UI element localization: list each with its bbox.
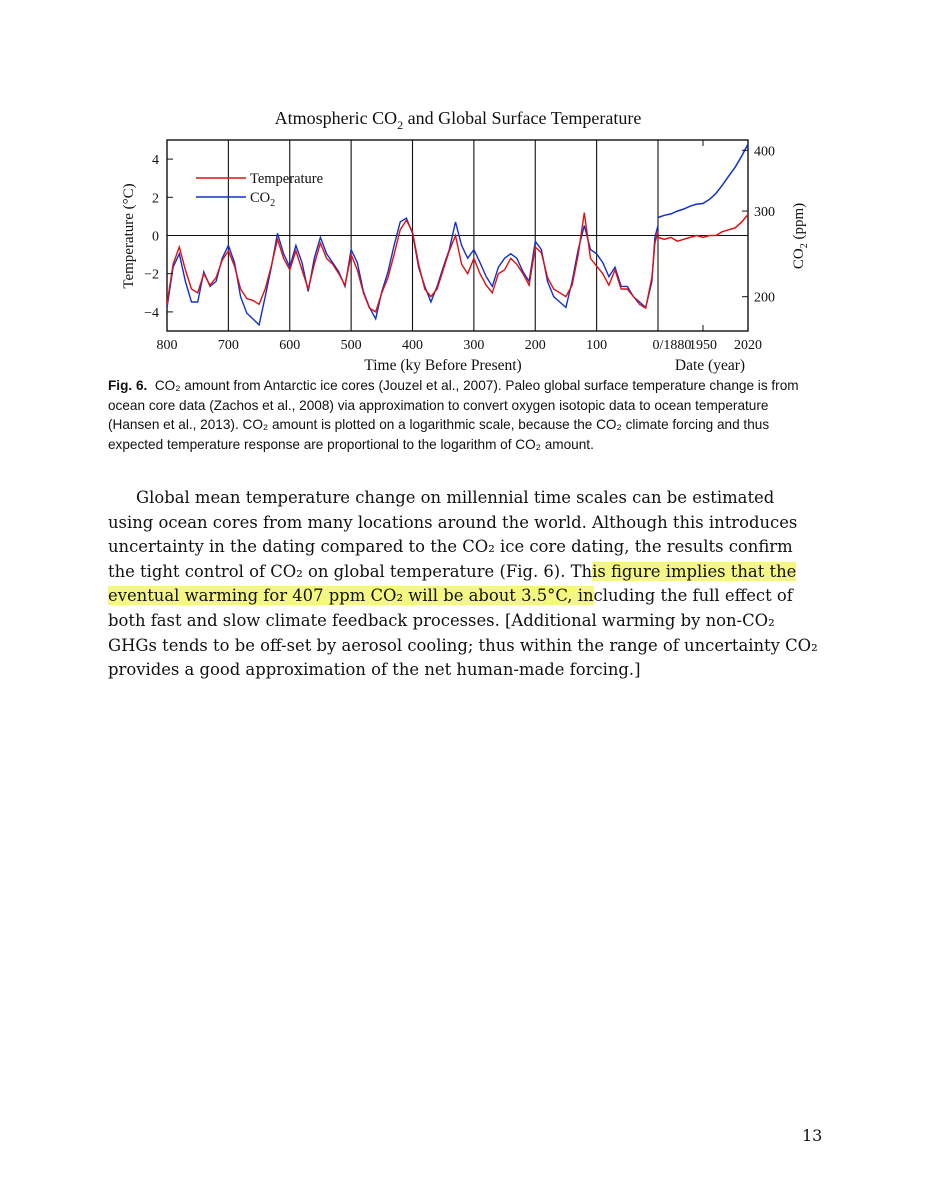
x-tick-label-8: 0/1880 bbox=[652, 338, 692, 353]
gridlines bbox=[167, 140, 748, 331]
page-number: 13 bbox=[802, 1126, 823, 1145]
y-left-tick-label-0: 4 bbox=[152, 153, 159, 169]
y-left-tick-label-3: −2 bbox=[144, 267, 159, 283]
body-paragraph bbox=[108, 486, 824, 683]
x-left-axis-label: Time (ky Before Present) bbox=[364, 357, 522, 374]
y-left-tick-label-4: −4 bbox=[144, 305, 159, 321]
x-tick-label-6: 200 bbox=[524, 338, 546, 353]
y-right-axis-label: $CO_2$ (ppm) bbox=[791, 202, 810, 270]
x-tick-label-5: 300 bbox=[463, 338, 485, 353]
y-right-tick-label-1: 300 bbox=[754, 205, 775, 221]
x-tick-label-2: 600 bbox=[279, 338, 301, 353]
x-tick-label-4: 400 bbox=[402, 338, 423, 353]
x-tick-label-1: 700 bbox=[217, 338, 239, 353]
ticks-layer bbox=[144, 144, 775, 353]
y-right-tick-label-2: 200 bbox=[754, 290, 775, 306]
chart bbox=[108, 102, 810, 380]
y-right-tick-label-0: 400 bbox=[754, 144, 775, 160]
chart-title: Atmospheric $CO_2$ and Global Surface Temperature bbox=[274, 108, 642, 132]
y-left-axis-label: Temperature (°C) bbox=[121, 183, 137, 289]
body-text-end: cluding the full effect of both fast and slow climate feedback processes. [Additional warming by non-CO₂ GHGs tends to be off-set by aerosol cooling; thus within the range of uncertainty CO₂ provides a good approximation of the net human-made forcing.] bbox=[108, 586, 818, 680]
co2-line-modern bbox=[658, 144, 748, 217]
body-text-start: Global mean temperature change on millennial time scales can be estimated using ocean cores from many locations around the world. Although this introduces uncertainty in the dating compared to the CO₂ ice core dating, the results confirm the tight control of CO₂ on global temperature (Fig. 6). Th bbox=[108, 488, 798, 581]
x-tick-label-0: 800 bbox=[156, 338, 178, 353]
y-left-tick-label-2: 0 bbox=[152, 229, 159, 245]
x-modern-tick-label-0: 1950 bbox=[689, 338, 717, 353]
highlighted-text-1: is figure implies that the even bbox=[108, 561, 797, 606]
x-tick-label-7: 100 bbox=[586, 338, 608, 353]
legend-temperature-label: Temperature bbox=[250, 171, 324, 187]
temperature-line-modern bbox=[658, 215, 748, 242]
x-tick-label-3: 500 bbox=[340, 338, 362, 353]
caption-text: CO₂ amount from Antarctic ice cores (Jouzel et al., 2007). Paleo global surface temperature change is from ocean core data (Zachos et al., 2008) via approximation to convert oxygen isotopic data to ocean temperature (Hansen et al., 2013). CO₂ amount is plotted on a logarithmic scale, because the CO₂ climate forcing and thus expected temperature response are proportional to the logarithm of CO₂ amount. bbox=[108, 378, 799, 452]
figure-caption bbox=[108, 376, 820, 454]
x-modern-tick-label-1: 2020 bbox=[734, 338, 762, 353]
caption-label: Fig. 6. bbox=[108, 378, 148, 393]
y-left-tick-label-1: 2 bbox=[152, 191, 159, 207]
legend bbox=[196, 171, 323, 209]
legend-co2-label: $CO_2$ bbox=[250, 190, 276, 209]
x-right-axis-label: Date (year) bbox=[674, 357, 746, 374]
highlighted-text-2: tual warming for 407 ppm CO₂ will be about 3.5°C, in bbox=[147, 586, 594, 606]
figure-6 bbox=[108, 102, 810, 380]
